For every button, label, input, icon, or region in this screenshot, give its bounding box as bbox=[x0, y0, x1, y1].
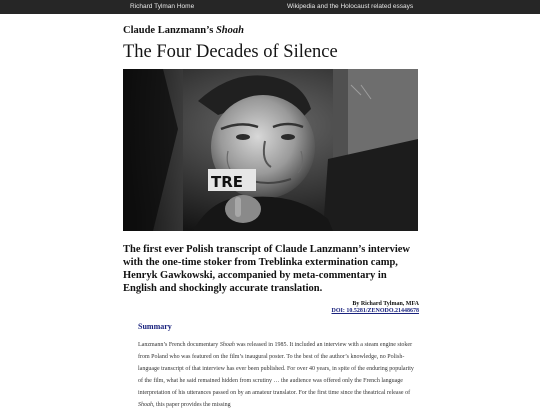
sign-board bbox=[208, 169, 256, 191]
summary-heading: Summary bbox=[138, 322, 172, 331]
byline-author: By Richard Tylman, MFA bbox=[352, 301, 419, 307]
top-nav-bar bbox=[0, 0, 540, 14]
lead-paragraph: The first ever Polish transcript of Claude Lanzmann’s interview with the one-time stoker from Treblinka extermination camp, Henryk Gawkowski, accompanied by meta-commentary in English and shockingly accurate translation. bbox=[123, 244, 410, 294]
doi-link[interactable]: DOI: 10.5281/ZENODO.21448678 bbox=[331, 308, 419, 314]
nav-link-home[interactable]: Richard Tylman Home bbox=[130, 3, 195, 10]
summary-film-title: Shoah bbox=[219, 342, 235, 348]
series-prefix: Claude Lanzmann’s bbox=[123, 25, 214, 36]
page-title: The Four Decades of Silence bbox=[123, 42, 338, 62]
sign-board-text: TRE bbox=[211, 173, 244, 191]
article bbox=[123, 24, 419, 408]
hero-photo-illustration bbox=[123, 69, 418, 231]
series-heading bbox=[123, 24, 419, 38]
hero-photo bbox=[123, 69, 418, 231]
byline bbox=[331, 301, 419, 315]
summary-text-part2: was released in 1985. It included an interview with a steam engine stoker from Poland who was featured on the film’s inaugural poster. To the best of the author’s knowledge, no Polish-language transcript of that interview has ever been published. For over 40 years, in spite of the enduring popularity of the film, what he said remained hidden from scrutiny … the audience was offered only the French language interpretation of his utterances passed on by an amateur translator. For the first time since the theatrical release of bbox=[138, 342, 414, 396]
summary-text-part3: , this paper provides the missing bbox=[153, 402, 231, 408]
summary-film-title-2: Shoah bbox=[138, 402, 153, 408]
summary-text bbox=[138, 339, 419, 411]
series-film-title: Shoah bbox=[215, 25, 244, 36]
nav-link-wikipedia-essays[interactable]: Wikipedia and the Holocaust related essays bbox=[287, 3, 414, 10]
summary-text-part1: Lanzmann’s French documentary bbox=[138, 342, 220, 348]
